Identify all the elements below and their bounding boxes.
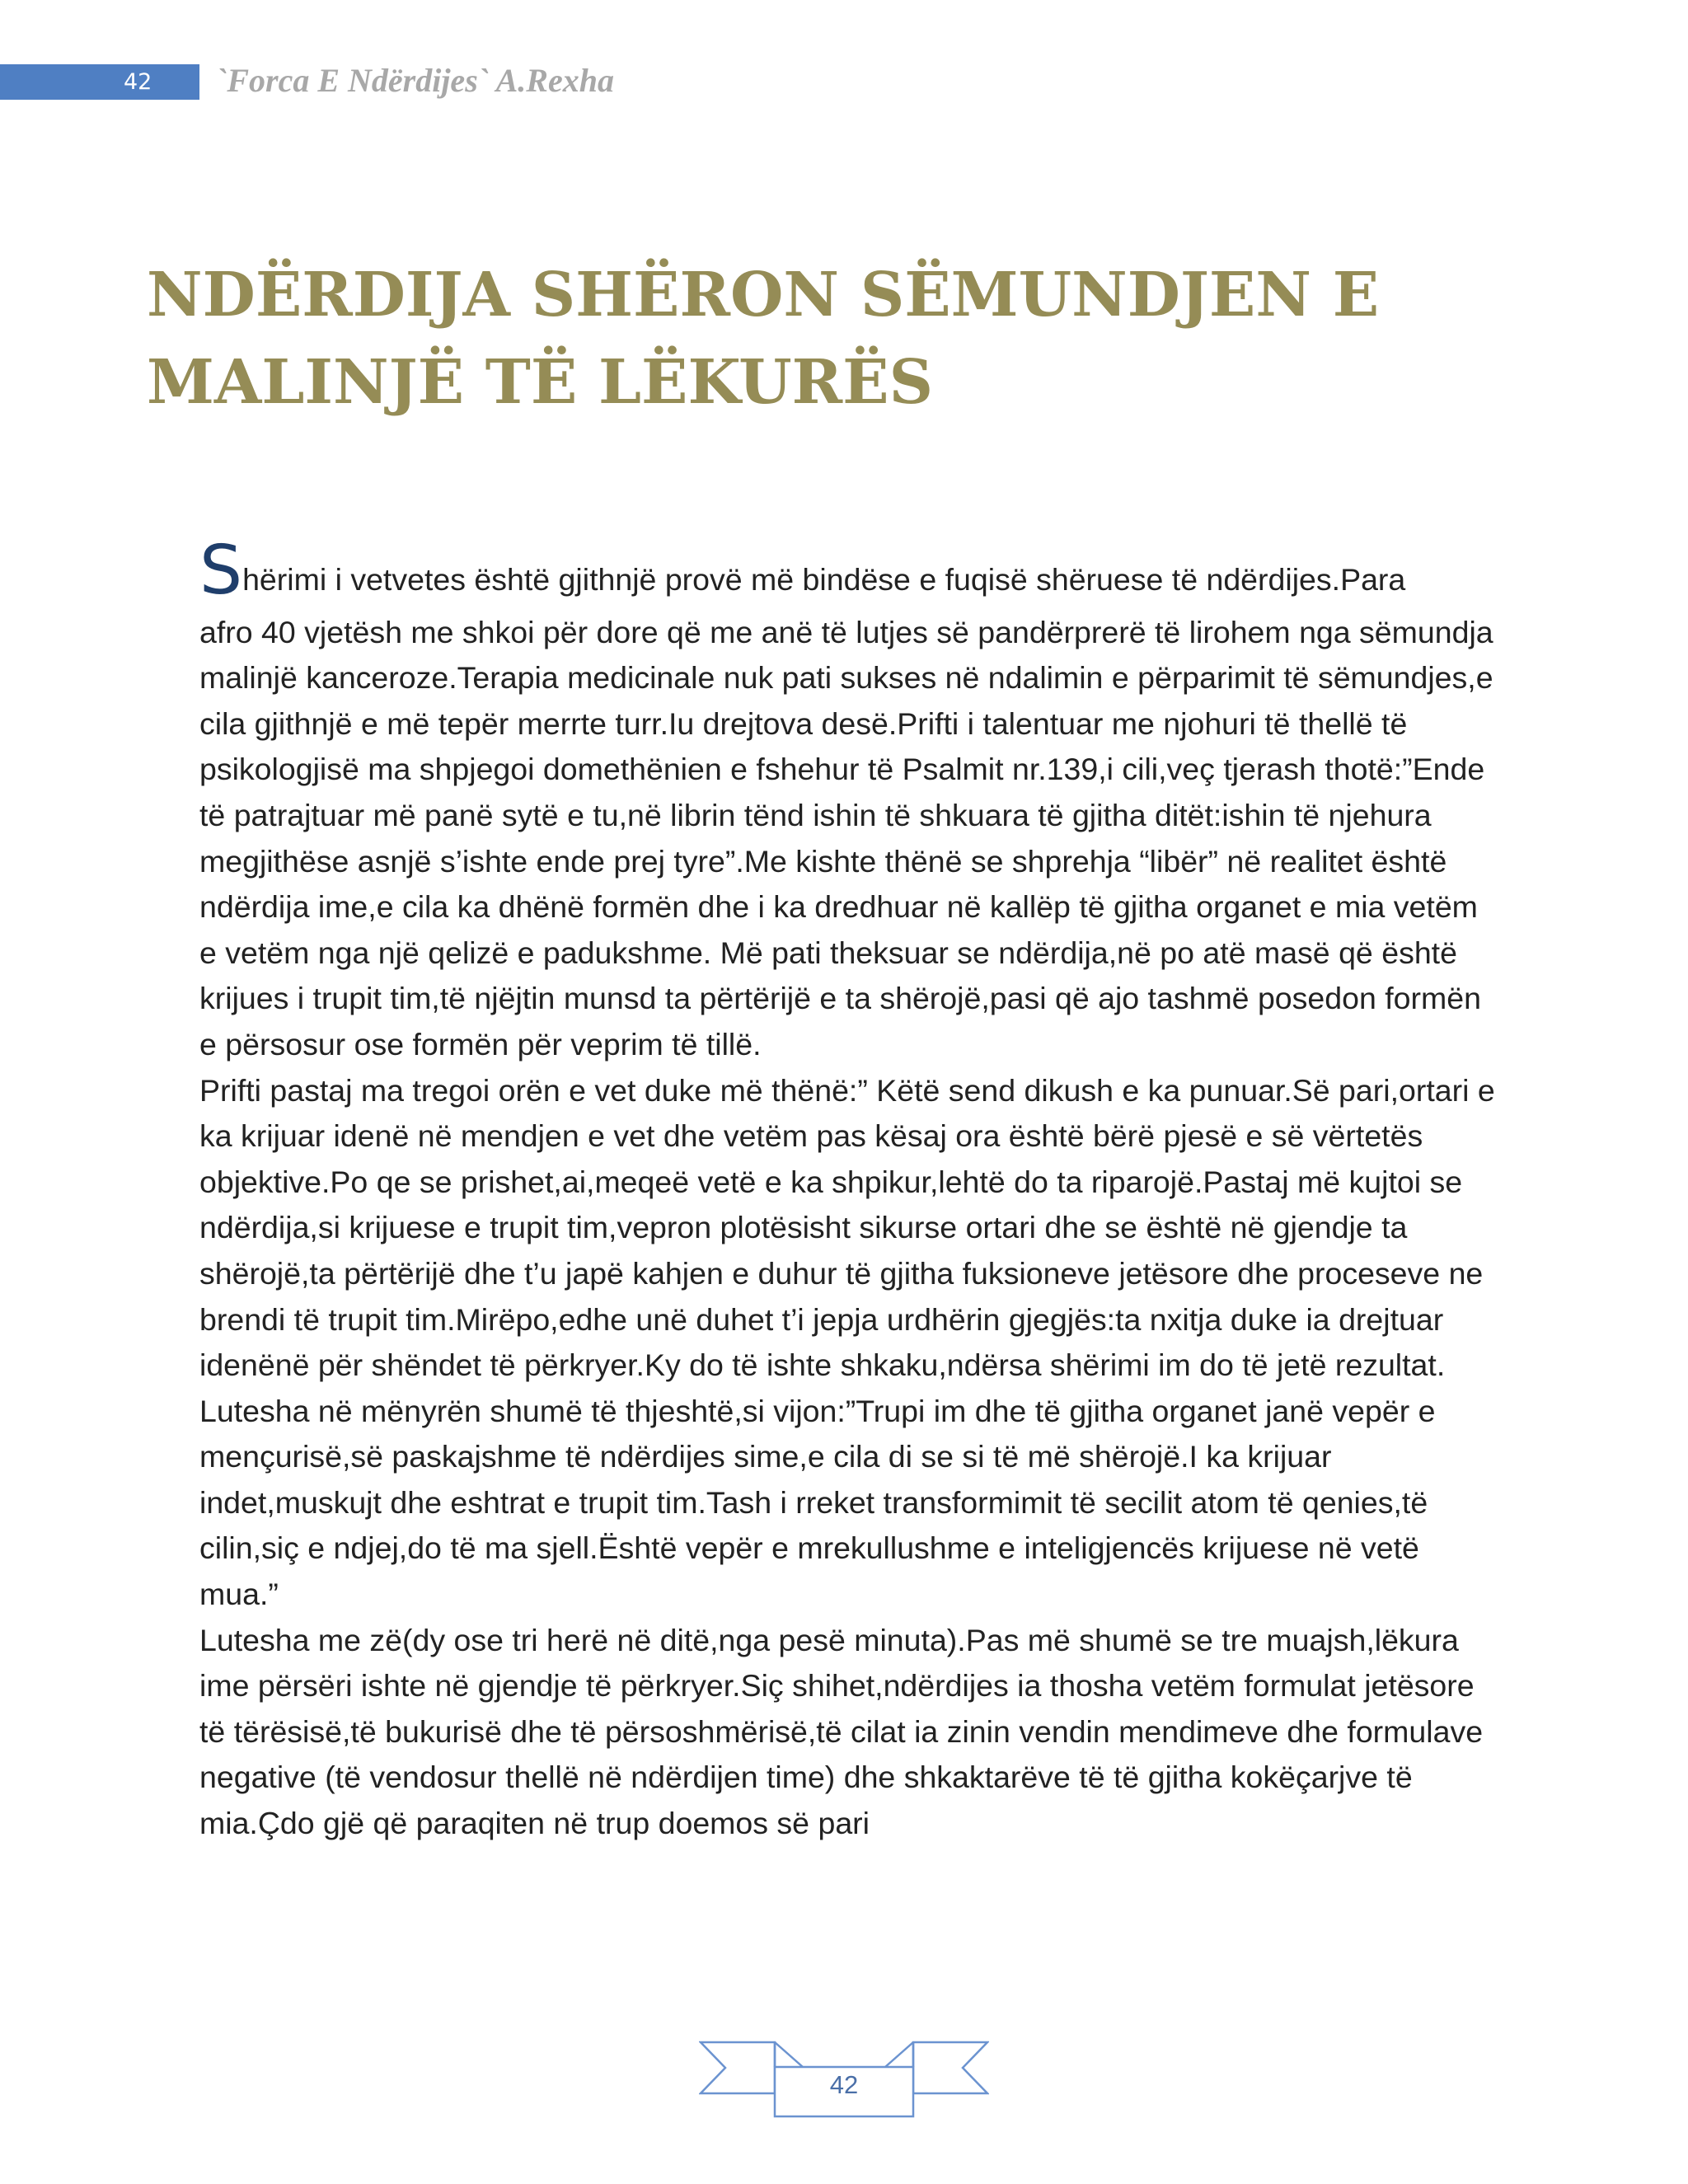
chapter-title-line-2: MALINJË TË LËKURËS [147,347,934,418]
drop-cap: S [199,532,243,610]
paragraph-2: Prifti pastaj ma tregoi orën e vet duke më thënë:” Këtë send dikush e ka punuar.Së pari,ortari e ka krijuar idenë në mendjen e vet dhe vetëm pas kësaj ora është bërë pjesë e së vërtetës objektive.Po qe se prishet,ai,meqeë vetë e ka shpikur,lehtë do ta riparojë.Pastaj më kujtoi se ndërdija,si krijuese e trupit tim,vepron plotësisht sikurse ortari dhe se është në gjendje ta shërojë,ta përtërijë dhe t’u japë kahjen e duhur të gjitha fuksioneve jetësore dhe proceseve ne brendi të trupit tim.Mirëpo,edhe unë duhet t’i jepja urdhërin gjegjës:ta nxitja duke ia drejtuar idenënë për shëndet të përkryer.Ky do të ishte shkaku,ndërsa shërimi im do të jetë rezultat. [199,1072,1495,1383]
paragraph-4: Lutesha me zë(dy ose tri herë në ditë,nga pesë minuta).Pas më shumë se tre muajsh,lëkura ime përsëri ishte në gjendje të përkryer.Siç shihet,ndërdijes ia thosha vetëm formulat jetësore të tërësisë,të bukurisë dhe të përsoshmërisë,të cilat ia zinin vendin mendimeve dhe formulave negative (të vendosur thellë në ndërdijen time) dhe shkaktarëve të të gjitha kokëçarjve të mia.Çdo gjë që paraqiten në trup doemos së pari [199,1622,1484,1841]
running-header-title: `Forca E Ndërdijes` A.Rexha [216,62,614,99]
paragraph-1-first-line: hërimi i vetvetes është gjithnjë provë më bindëse e fuqisë shëruese të ndërdijes.Para [242,562,1406,597]
header-page-number: 42 [124,69,152,95]
chapter-title [147,251,1548,426]
paragraph-3: Lutesha në mënyrën shumë të thjeshtë,si vijon:”Trupi im dhe të gjitha organet janë vepër e mençurisë,së paskajshme të ndërdijes sime,e cila di se si të më shërojë.I ka krijuar indet,muskujt dhe eshtrat e trupit tim.Tash i rreket transformimit të secilit atom të qenies,të cilin,siç e ndjej,do të ma sjell.Është vepër e mrekullushme e inteligjencës krijuese në vetë mua.” [199,1393,1436,1612]
body-text [199,532,1502,1847]
paragraph-1 [199,532,1502,610]
footer-page-number: 42 [829,2070,859,2099]
chapter-title-line-1: NDËRDIJA SHËRON SËMUNDJEN E [147,260,1380,330]
paragraph-1-continued: afro 40 vjetësh me shkoi për dore që me anë të lutjes së pandërprerë të lirohem nga sëmundja malinjë kanceroze.Terapia medicinale nuk pati sukses në ndalimin e përparimit të sëmundjes,e cila gjithnjë e më tepër merrte turr.Iu drejtova desë.Prifti i talentuar me njohuri të thellë të psikologjisë ma shpjegoi domethënien e fshehur të Psalmit nr.139,i cili,veç tjerash thotë:”Ende të patrajtuar më panë sytë e tu,në librin tënd ishin të shkuara të gjitha ditët:ishin të njehura megjithëse asnjë s’ishte ende prej tyre”.Me kishte thënë se shprehja “libër” në realitet është ndërdija ime,e cila ka dhënë formën dhe i ka dredhuar në kallëp të gjitha organet e mia vetëm e vetëm nga një qelizë e padukshme. Më pati theksuar se ndërdija,në po atë masë që është krijues i trupit tim,të njëjtin munsd ta përtërijë e ta shërojë,pasi që ajo tashmë posedon formën e përsosur ose formën për veprim të tillë. [199,614,1493,1062]
